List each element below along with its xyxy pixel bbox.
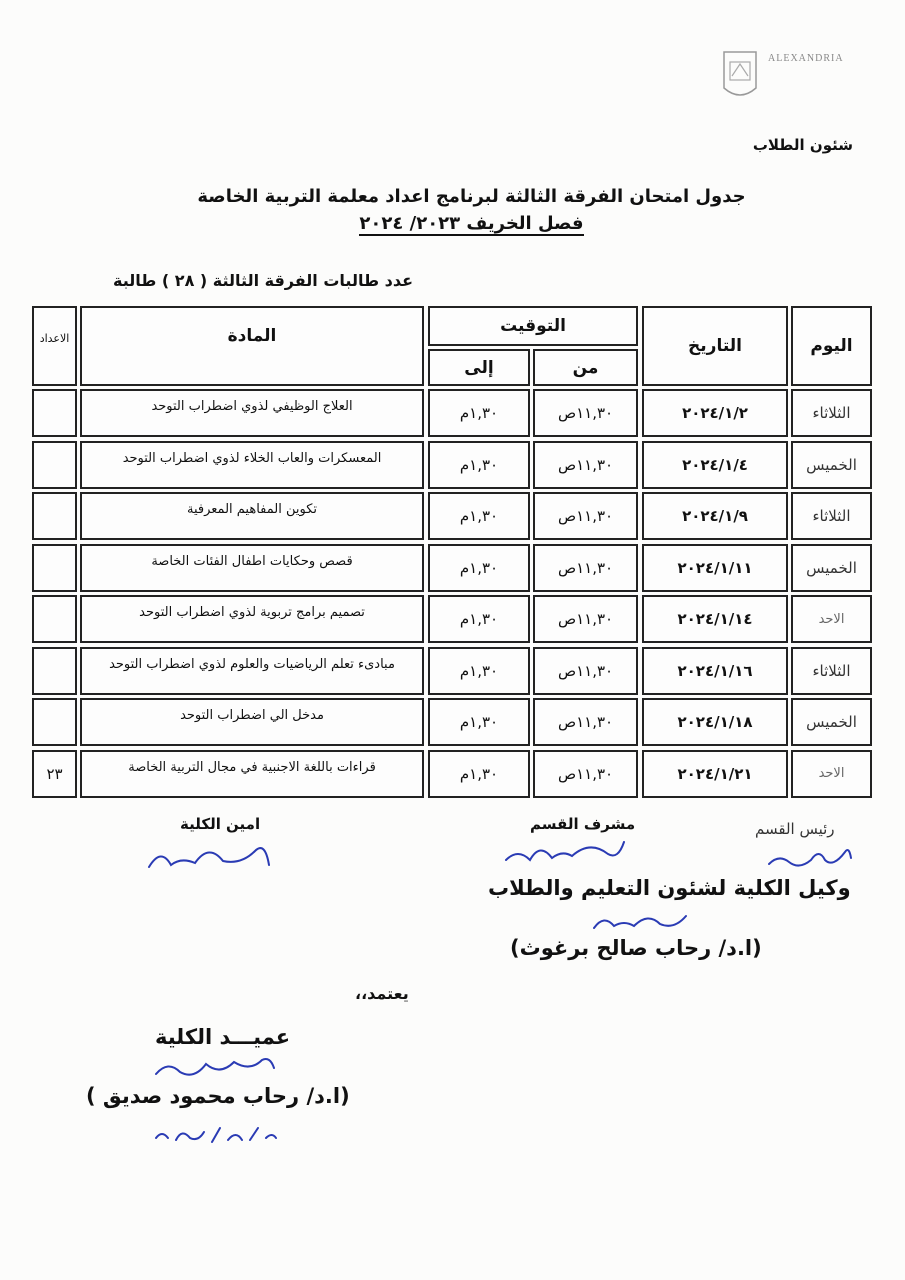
- student-count: عدد طالبات الفرقة الثالثة ( ٢٨ ) طالبة: [113, 271, 413, 290]
- row-subject: مبادىء تعلم الرياضيات والعلوم لذوي اضطراب التوحد: [80, 647, 424, 695]
- row-day: الخميس: [791, 544, 872, 592]
- row-to-time: ١,٣٠م: [428, 595, 530, 643]
- row-day: الخميس: [791, 698, 872, 746]
- row-count: [32, 647, 77, 695]
- row-date: ٢٠٢٤/١/١٤: [642, 595, 788, 643]
- exam-schedule-table: [26, 296, 878, 790]
- row-day: الثلاثاء: [791, 492, 872, 540]
- row-from-time: ١١,٣٠ص: [533, 441, 638, 489]
- dean-name: (ا.د/ رحاب محمود صديق ): [86, 1084, 350, 1108]
- row-to-time: ١,٣٠م: [428, 441, 530, 489]
- row-day: الثلاثاء: [791, 389, 872, 437]
- row-count: [32, 595, 77, 643]
- row-to-time: ١,٣٠م: [428, 647, 530, 695]
- header-subject: المادة: [80, 306, 424, 386]
- dept-supervisor-signature: [500, 830, 630, 870]
- row-from-time: ١١,٣٠ص: [533, 595, 638, 643]
- row-to-time: ١,٣٠م: [428, 750, 530, 798]
- header-from: من: [533, 349, 638, 386]
- document-title: جدول امتحان الفرقة الثالثة لبرنامج اعداد معلمة التربية الخاصة: [197, 186, 746, 207]
- university-mark: ALEXANDRIA: [768, 53, 844, 64]
- row-to-time: ١,٣٠م: [428, 389, 530, 437]
- row-date: ٢٠٢٤/١/٩: [642, 492, 788, 540]
- vice-dean-signature: [590, 906, 690, 936]
- college-secretary-label: امين الكلية: [180, 815, 261, 833]
- row-count: [32, 492, 77, 540]
- college-secretary-signature: [145, 835, 275, 877]
- row-day: الخميس: [791, 441, 872, 489]
- row-subject: قصص وحكايات اطفال الفئات الخاصة: [80, 544, 424, 592]
- row-subject: قراءات باللغة الاجنبية في مجال التربية الخاصة: [80, 750, 424, 798]
- header-date: التاريخ: [642, 306, 788, 386]
- header-to: إلى: [428, 349, 530, 386]
- row-date: ٢٠٢٤/١/٢١: [642, 750, 788, 798]
- row-from-time: ١١,٣٠ص: [533, 698, 638, 746]
- row-count: [32, 698, 77, 746]
- vice-dean-name: (ا.د/ رحاب صالح برغوث): [510, 936, 762, 960]
- university-logo-icon: [718, 48, 762, 104]
- row-subject: المعسكرات والعاب الخلاء لذوي اضطراب التوحد: [80, 441, 424, 489]
- row-subject: مدخل الي اضطراب التوحد: [80, 698, 424, 746]
- dept-head-signature: [765, 838, 855, 872]
- row-day: الاحد: [791, 750, 872, 798]
- header-day: اليوم: [791, 306, 872, 386]
- row-count: [32, 441, 77, 489]
- header-time: التوقيت: [428, 306, 638, 346]
- semester-title-text: فصل الخريف ٢٠٢٣/ ٢٠٢٤: [359, 213, 584, 234]
- row-date: ٢٠٢٤/١/٤: [642, 441, 788, 489]
- dean-signature: [150, 1050, 280, 1086]
- header-count: الاعداد: [32, 306, 77, 386]
- row-from-time: ١١,٣٠ص: [533, 544, 638, 592]
- row-date: ٢٠٢٤/١/٢: [642, 389, 788, 437]
- dean-date-handwritten: [150, 1122, 280, 1148]
- row-subject: العلاج الوظيفي لذوي اضطراب التوحد: [80, 389, 424, 437]
- row-count: [32, 389, 77, 437]
- row-to-time: ١,٣٠م: [428, 492, 530, 540]
- approval-label: يعتمد،،: [355, 984, 409, 1003]
- dept-head-label: رئيس القسم: [755, 820, 835, 838]
- row-to-time: ١,٣٠م: [428, 544, 530, 592]
- row-day: الاحد: [791, 595, 872, 643]
- dean-title: عميـــد الكلية: [155, 1025, 291, 1049]
- dept-supervisor-label: مشرف القسم: [530, 815, 636, 833]
- semester-title: [0, 213, 905, 234]
- row-from-time: ١١,٣٠ص: [533, 750, 638, 798]
- row-count: ٢٣: [32, 750, 77, 798]
- row-from-time: ١١,٣٠ص: [533, 492, 638, 540]
- office-label: شئون الطلاب: [752, 136, 853, 154]
- row-date: ٢٠٢٤/١/١٦: [642, 647, 788, 695]
- row-date: ٢٠٢٤/١/١١: [642, 544, 788, 592]
- row-to-time: ١,٣٠م: [428, 698, 530, 746]
- row-from-time: ١١,٣٠ص: [533, 389, 638, 437]
- row-count: [32, 544, 77, 592]
- row-subject: تصميم برامج تربوية لذوي اضطراب التوحد: [80, 595, 424, 643]
- vice-dean-title: وكيل الكلية لشئون التعليم والطلاب: [488, 876, 851, 900]
- row-subject: تكوين المفاهيم المعرفية: [80, 492, 424, 540]
- row-from-time: ١١,٣٠ص: [533, 647, 638, 695]
- row-date: ٢٠٢٤/١/١٨: [642, 698, 788, 746]
- row-day: الثلاثاء: [791, 647, 872, 695]
